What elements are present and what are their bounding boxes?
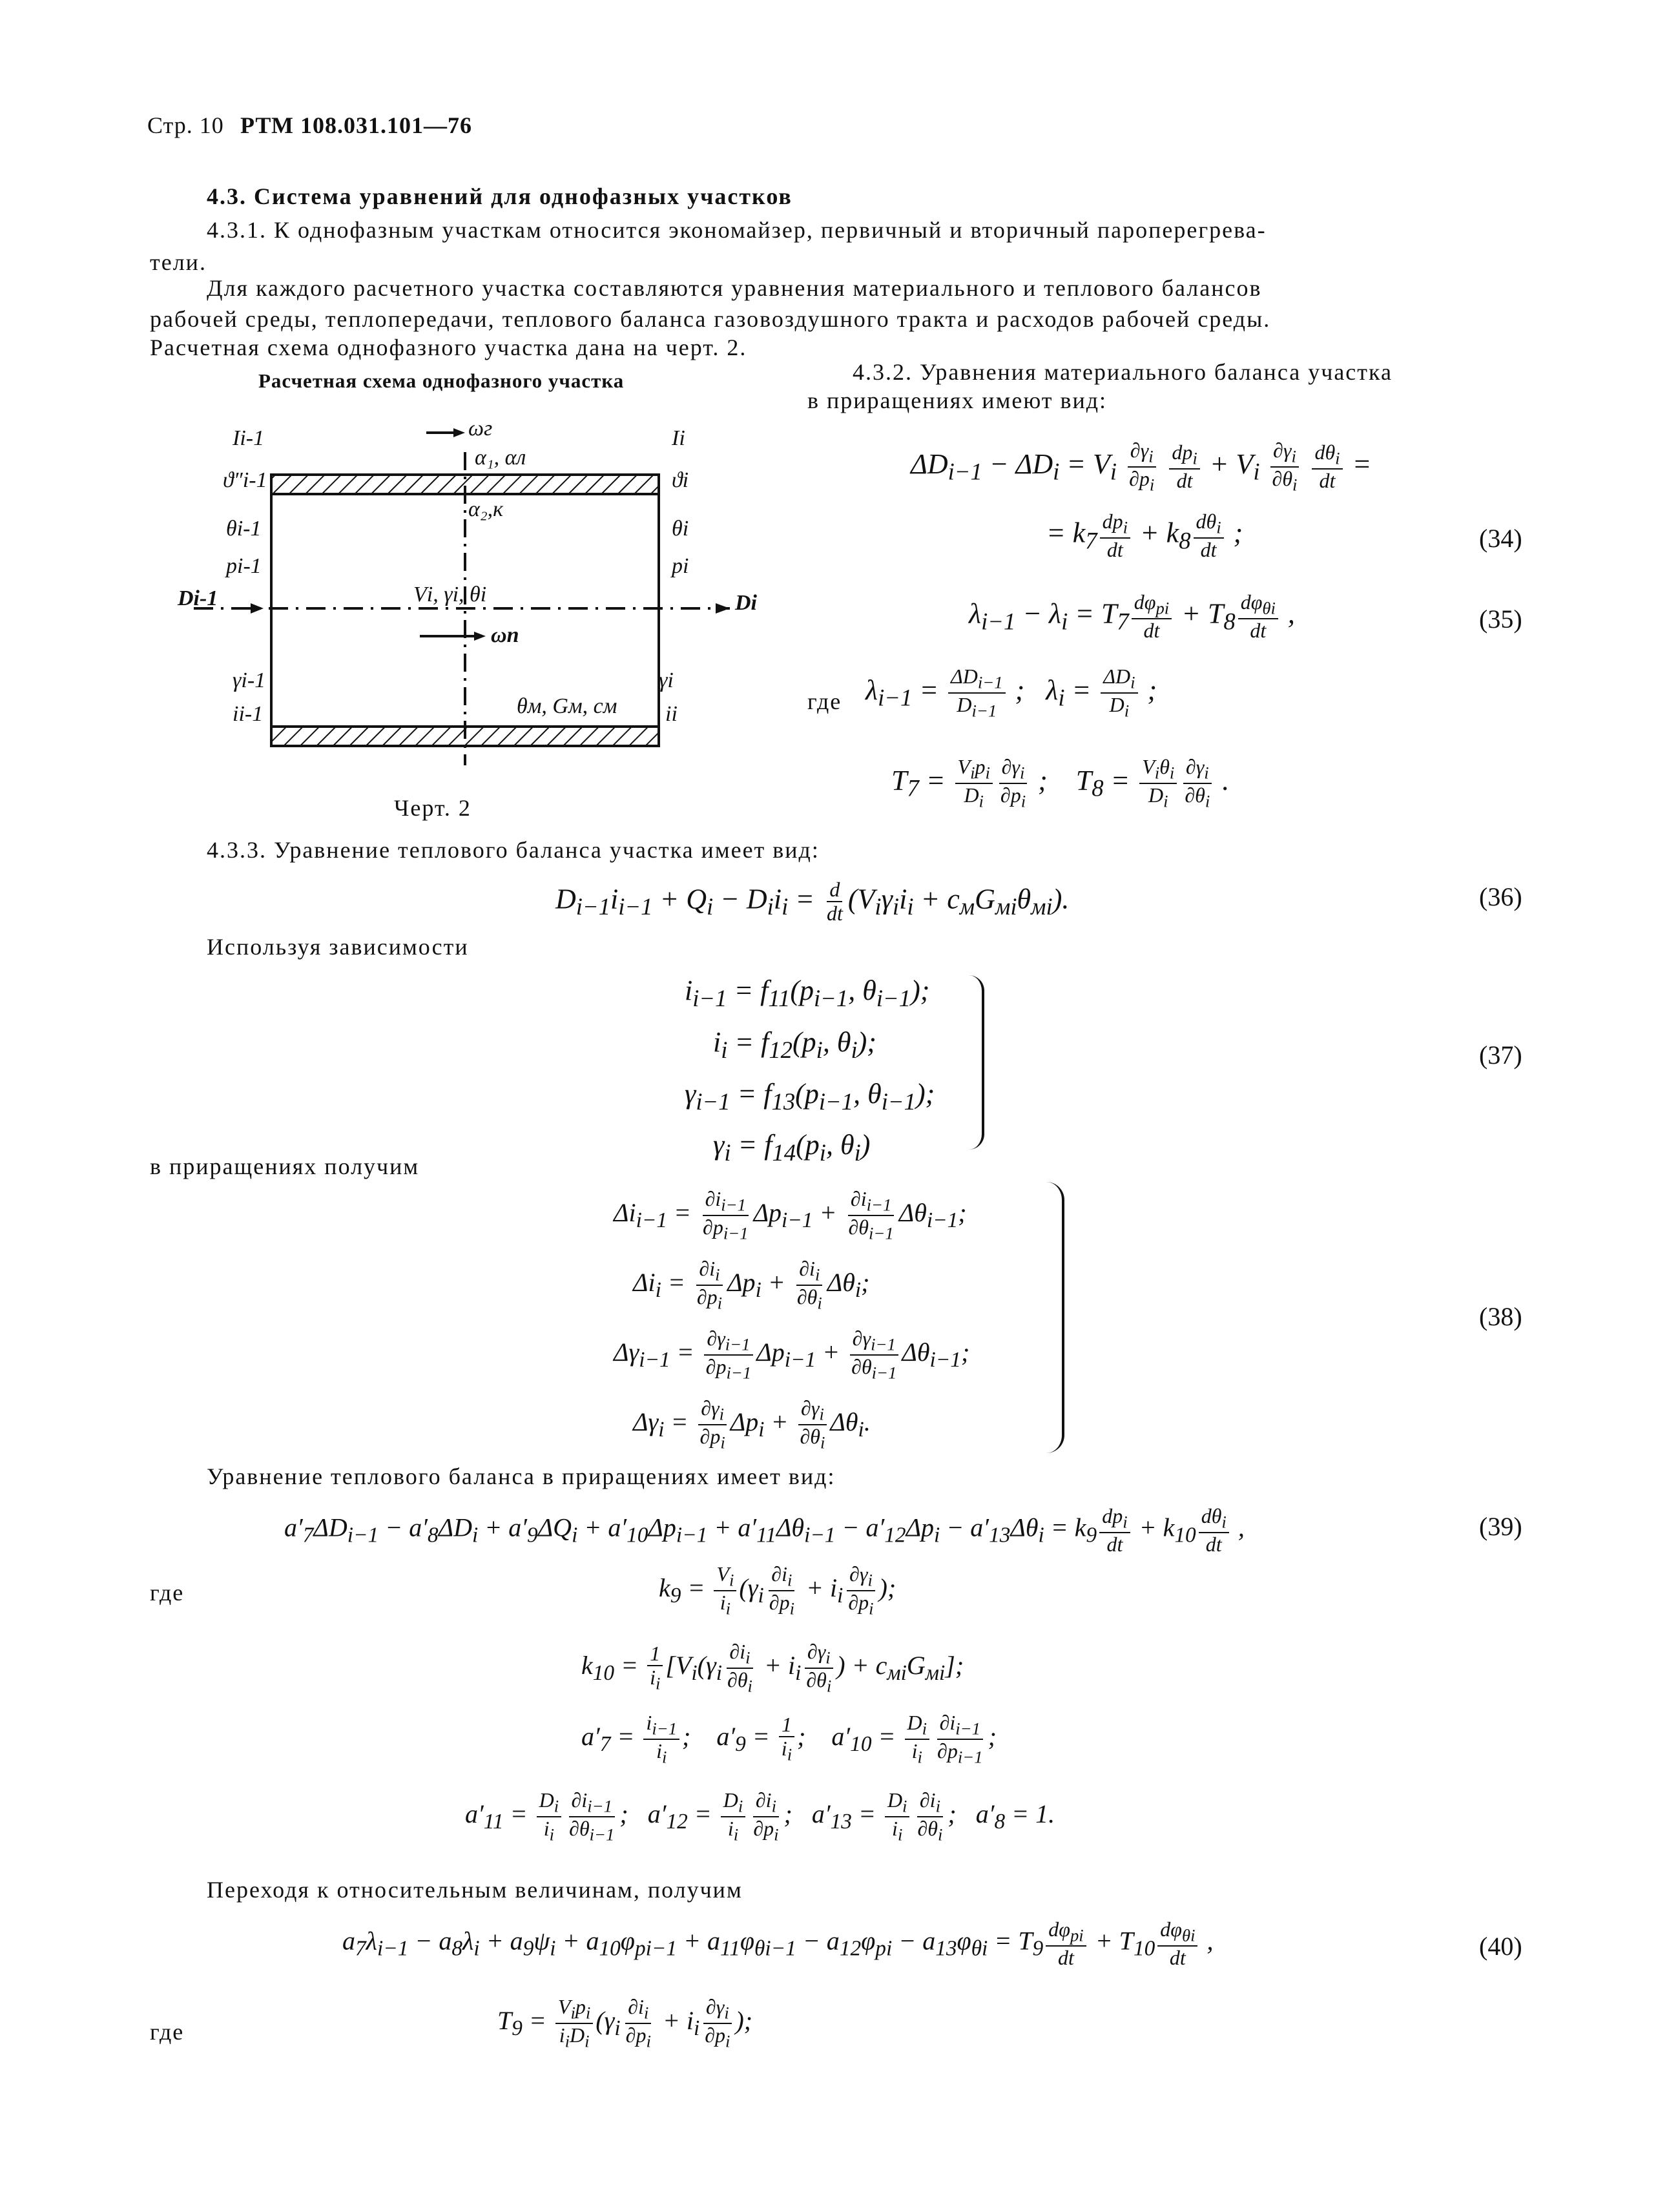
equation-number-37: (37): [1479, 1040, 1522, 1070]
equation-number-38: (38): [1479, 1302, 1522, 1331]
equation-lambda-def: $\lambda_{i-1}$ = $\frac{\Delta D_{i-1}}{D_{i-1}}$ ; $\lambda_i$ = $\frac{\Delta D_i}{D_i}$ ;: [865, 665, 1157, 721]
heat-balance-increments-text: Уравнение теплового баланса в приращениях имеет вид:: [207, 1463, 836, 1489]
equation-36: $D_{i-1}i_{i-1} + Q_i - D_ii_i$ = $\frac{d}{dt}$ $(V_i\gamma_ii_i + c_мG_{мi}\theta_{мi})$.: [555, 878, 1070, 925]
label-heat-transfer-gas: α₁, αл: [475, 446, 526, 470]
equation-a11-a13: $a'_{11}$ = $\frac{D_i}{i_i}$ $\frac{\partial i_{i-1}}{\partial\theta_{i-1}}$ ; $a'_{12}$ = $\frac{D_i}{i_i}$ $\frac{\partial i_i}{\partial p_i}$ ; $a'_{13}$ = $\frac{D_i}{i_i}$ $\frac{\partial i_i}{\partial\theta_i}$ ; $a'_8 = 1$.: [465, 1788, 1055, 1845]
in-increments-text: в приращениях получим: [150, 1153, 420, 1179]
label-metal: θм, Gм, cм: [517, 694, 617, 718]
equation-34-line2: = $k_7$ $\frac{dp_i}{dt}$ + $k_8$ $\frac{d\theta_i}{dt}$ ;: [1046, 510, 1243, 561]
equation-38: $\Delta i_{i-1}$ = $\frac{\partial i_{i-1}}{\partial p_{i-1}}$ $\Delta p_{i-1}$ + $\frac{\partial i_{i-1}}{\partial\theta_{i-1}}$ $\Delta\theta_{i-1}$; $\Delta i_i$ = $\frac{\partial i_i}{\partial p_i}$ $\Delta p_i$ + $\frac{\partial i_i}{\partial\theta_i}$ $\Delta\theta_i$; $\Delta\gamma_{i-1}$ = $\frac{\partial\gamma_{i-1}}{\partial p_{i-1}}$ $\Delta p_{i-1}$ + $\frac{\partial\gamma_{i-1}}{\partial\theta_{i-1}}$ $\Delta\theta_{i-1}$; $\Delta\gamma_i$ = $\frac{\partial\gamma_i}{\partial p_i}$ $\Delta p_i$ + $\frac{\partial\gamma_i}{\partial\theta_i}$ $\Delta\theta_i$.: [614, 1187, 970, 1452]
where-label-1: где: [807, 688, 842, 714]
equation-number-39: (39): [1479, 1512, 1522, 1541]
label-enthalpy-gas-in: Iі-1: [233, 426, 265, 450]
brace-37: [969, 975, 984, 1150]
document-code: РТМ 108.031.101—76: [240, 112, 472, 138]
paragraph-c: Расчетная схема однофазного участка дана на черт. 2.: [150, 335, 747, 360]
equation-34-line1: $\Delta D_{i-1} - \Delta D_i = V_i$ $\frac{\partial\gamma_i}{\partial p_i}$ $\frac{dp_i}{dt}$ + $V_i$ $\frac{\partial\gamma_i}{\partial\theta_i}$ $\frac{d\theta_i}{dt}$ =: [911, 439, 1372, 495]
label-temp-in: θі-1: [226, 517, 262, 541]
label-enthalpy-out: іі: [665, 702, 678, 726]
label-temp-out: θі: [672, 517, 689, 541]
label-gas-temp-in: ϑ″і-1: [223, 468, 267, 492]
equation-39: $a'_7\Delta D_{i-1} - a'_8\Delta D_i + a'_9\Delta Q_i + a'_{10}\Delta p_{i-1} + a'_{11}\Delta\theta_{i-1} - a'_{12}\Delta p_i - a'_{13}\Delta\theta_i = k_9$ $\frac{dp_i}{dt}$ + $k_{10}$ $\frac{d\theta_i}{dt}$ ,: [284, 1504, 1245, 1556]
equation-k10: $k_{10}$ = $\frac{1}{i_i}$ [$V_i(\gamma_i$ $\frac{\partial i_i}{\partial\theta_i}$ + $i_i$ $\frac{\partial\gamma_i}{\partial\theta_i}$ ) + $c_{мi}G_{мi}$];: [581, 1640, 964, 1696]
label-volume-state: Vі, γі, θі: [413, 583, 487, 606]
page-number: Стр. 10: [147, 112, 224, 138]
equation-35: $\lambda_{i-1} - \lambda_i = T_7$ $\frac{d\varphi_{pi}}{dt}$ + $T_8$ $\frac{d\varphi_{\theta i}}{dt}$ ,: [969, 590, 1295, 642]
label-density-in: γі-1: [233, 668, 266, 692]
equation-37: $i_{i-1} = f_{11}(p_{i-1}$, $\theta_{i-1}$); $i_i = f_{12}(p_i$, $\theta_i$); $\gamma_{i-1} = f_{13}(p_{i-1}$, $\theta_{i-1}$); $\gamma_i = f_{14}(p_i$, $\theta_i$): [685, 975, 935, 1166]
paragraph-431: 4.3.1. К однофазным участкам относится экономайзер, первичный и вторичный пароперегрева-: [207, 217, 1267, 243]
paragraph-433: 4.3.3. Уравнение теплового баланса участка имеет вид:: [207, 837, 820, 863]
label-flow-out: Dі: [735, 591, 757, 615]
figure-title: Расчетная схема однофазного участка: [258, 369, 625, 392]
label-heat-transfer-inner: α₂,к: [468, 497, 504, 521]
paragraph-432: 4.3.2. Уравнения материального баланса участка: [853, 359, 1393, 385]
equation-number-35: (35): [1479, 605, 1522, 634]
label-flow-in: Dі-1: [178, 586, 218, 610]
paragraph-a: Для каждого расчетного участка составляются уравнения материального и теплового балансов: [207, 275, 1262, 301]
brace-38: [1046, 1182, 1064, 1453]
paragraph-432-cont: в приращениях имеют вид:: [807, 388, 1108, 413]
equation-40: $a_7\lambda_{i-1} - a_8\lambda_i + a_9\psi_i + a_{10}\varphi_{pi-1} + a_{11}\varphi_{\theta i-1} - a_{12}\varphi_{pi} - a_{13}\varphi_{\theta i} = T_9$ $\frac{d\varphi_{pi}}{dt}$ + $T_{10}$ $\frac{d\varphi_{\theta i}}{dt}$ ,: [342, 1917, 1214, 1969]
relative-values-text: Переходя к относительным величинам, получим: [207, 1877, 743, 1903]
section-title: 4.3. Система уравнений для однофазных участков: [207, 183, 792, 209]
equation-number-36: (36): [1479, 882, 1522, 911]
paragraph-b: рабочей среды, теплопередачи, теплового баланса газовоздушного тракта и расходов рабочей среды.: [150, 306, 1271, 332]
equation-k9: $k_9$ = $\frac{V_i}{i_i}$ ($\gamma_i$ $\frac{\partial i_i}{\partial p_i}$ + $i_i$ $\frac{\partial\gamma_i}{\partial p_i}$ );: [659, 1562, 896, 1618]
equation-T7-T8: $T_7$ = $\frac{V_ip_i}{D_i}$ $\frac{\partial\gamma_i}{\partial p_i}$ ; $T_8$ = $\frac{V_i\theta_i}{D_i}$ $\frac{\partial\gamma_i}{\partial\theta_i}$ .: [891, 755, 1230, 811]
label-density-out: γі: [659, 668, 674, 692]
label-gas-temp-out: ϑі: [672, 468, 689, 492]
where-label-2: где: [150, 1580, 185, 1606]
equation-number-40: (40): [1479, 1932, 1522, 1961]
label-enthalpy-in: іі-1: [233, 702, 264, 726]
paragraph-431-cont: тели.: [150, 249, 207, 275]
equation-a7-a9-a10: $a'_7$ = $\frac{i_{i-1}}{i_i}$ ; $a'_9$ = $\frac{1}{i_i}$ ; $a'_{10}$ = $\frac{D_i}{i_i}$ $\frac{\partial i_{i-1}}{\partial p_{i-1}}$ ;: [581, 1711, 997, 1767]
equation-T9: $T_9$ = $\frac{V_ip_i}{i_iD_i}$ ($\gamma_i$ $\frac{\partial i_i}{\partial p_i}$ + $i_i$ $\frac{\partial\gamma_i}{\partial p_i}$ );: [497, 1995, 753, 2051]
equation-number-34: (34): [1479, 524, 1522, 553]
label-steam-velocity: ωп: [491, 623, 519, 647]
label-pressure-out: рі: [672, 554, 689, 578]
label-pressure-in: рі-1: [226, 554, 262, 578]
where-label-3: где: [150, 2019, 185, 2045]
using-dependencies: Используя зависимости: [207, 934, 469, 960]
figure-caption: Черт. 2: [394, 795, 471, 821]
label-enthalpy-gas-out: Iі: [672, 426, 685, 450]
label-gas-velocity: ωг: [468, 417, 493, 440]
